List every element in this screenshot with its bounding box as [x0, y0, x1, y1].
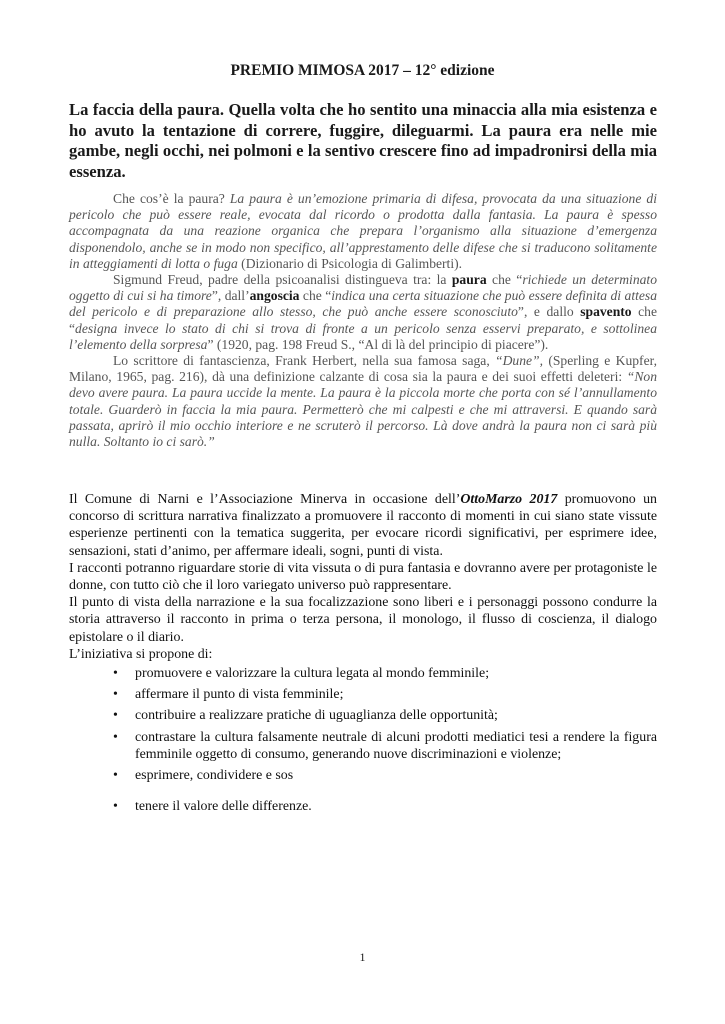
aims-list [69, 665, 657, 815]
document-title: PREMIO MIMOSA 2017 – 12° edizione [230, 62, 495, 79]
contest-description [69, 491, 657, 819]
stories-paragraph: I racconti potranno riguardare storie di vita vissuta o di pura fantasia e dovranno avere per protagoniste le donne, con tutto ciò che il loro variegato universo può rappresentare. [69, 560, 657, 594]
contest-text: Il Comune di Narni e l’Associazione Minerva in occasione dell’ [69, 492, 461, 507]
narration-paragraph: Il punto di vista della narrazione e la sua focalizzazione sono liberi e i personaggi possono condurre la storia attraverso il racconto in prima o terza persona, il monologo, il flusso di coscienza, il dialogo epistolare o il diario. [69, 595, 657, 645]
herbert-text: Lo scrittore di fantascienza, Frank Herbert, nella sua famosa saga, [113, 353, 496, 369]
dune-quote: “Non devo avere paura. La paura uccide la mente. La paura è la piccola morte che porta con sé l’annullamento totale. Guarderò in faccia la mia paura. Permetterò che mi calpesti e che mi attraversi. E quando sarà passata, aprirò il mio occhio interiore e ne scruterò il percorso. Là dove andrà la paura non ci sarà più nulla. Soltanto io ci sarò.” [69, 369, 657, 450]
list-item: • contrastare la cultura falsamente neutrale di alcuni prodotti mediatici tesi a rendere la figura femminile oggetto di consumo, generando nuove discriminazioni e violenze; [69, 729, 657, 763]
freud-quote: richiede un determinato oggetto di cui si ha timore [69, 272, 657, 304]
freud-paragraph [69, 272, 657, 353]
list-item: • promuovere e valorizzare la cultura legata al mondo femminile; [69, 665, 657, 682]
freud-text: Sigmund Freud, padre della psicoanalisi distingueva tra: la [113, 272, 452, 288]
definition-quote: La paura è un’emozione primaria di difesa, provocata da una situazione di pericolo che può essere reale, evocata dal ricordo o prodotta dalla fantasia. La paura è spesso accompagnata da una reazione organica che prepara l’organismo alla situazione d’emergenza disponendolo, anche se in modo non specifico, all’apprestamento delle difese che si traducono solitamente in atteggiamenti di lotta o fuga [69, 191, 657, 271]
herbert-paragraph [69, 353, 657, 450]
definition-source: (Dizionario di Psicologia di Galimberti). [237, 255, 463, 271]
term-spavento: spavento [580, 304, 632, 320]
freud-quote: designa invece lo stato di chi si trova di fronte a un pericolo senza esservi preparato, e sottolinea l’elemento della sorpresa [69, 320, 657, 352]
term-angoscia: angoscia [249, 288, 300, 304]
contest-text: promuovono un concorso di scrittura narrativa finalizzato a promuovere il racconto di momenti in cui siano state vissute esperienze pertinenti con la tematica suggerita, per evocare ricordi significativi, per esprimere idee, sensazioni, stati d’animo, per affermare ideali, sogni, punti di vista. [69, 492, 657, 559]
intro-paragraph: La faccia della paura. Quella volta che ho sentito una minaccia alla mia esistenza e ho avuto la tentazione di correre, fuggire, dileguarmi. La paura era nelle mie gambe, negli occhi, nei polmoni e la sentivo crescere fino ad impadronirsi della mia essenza. [69, 100, 657, 181]
quotations-section [69, 191, 657, 450]
freud-quote: indica una certa situazione che può essere definita di attesa del pericolo e di preparazione allo stesso, che può anche essere sconosciuto [69, 288, 657, 320]
contest-paragraph [69, 491, 657, 560]
page-number: 1 [359, 950, 366, 964]
freud-text: ”, dall’ [211, 288, 250, 304]
freud-text: ” (1920, pag. 198 Freud S., “Al di là del principio di piacere”). [207, 336, 549, 352]
fear-definition-paragraph [69, 191, 657, 272]
book-title: “Dune”, [495, 353, 544, 369]
aims-intro: L’iniziativa si propone di: [69, 646, 213, 662]
list-item: • affermare il punto di vista femminile; [69, 686, 657, 703]
list-item: • tenere il valore delle differenze. [69, 798, 657, 815]
list-item: • contribuire a realizzare pratiche di uguaglianza delle opportunità; [69, 707, 657, 724]
freud-text: che “ [299, 288, 332, 304]
freud-text: che “ [69, 304, 658, 336]
event-name: OttoMarzo 2017 [460, 492, 558, 507]
herbert-text: (Sperling e Kupfer, Milano, 1965, pag. 216), dà una definizione calzante di cosa sia la paura e dei suoi effetti deleteri: [69, 353, 657, 385]
freud-text: ”, e dallo [517, 304, 581, 320]
list-item: • esprimere, condividere e sos [69, 767, 657, 784]
freud-text: che “ [486, 272, 523, 288]
term-paura: paura [451, 272, 487, 288]
question-text: Che cos’è la paura? [113, 191, 230, 206]
